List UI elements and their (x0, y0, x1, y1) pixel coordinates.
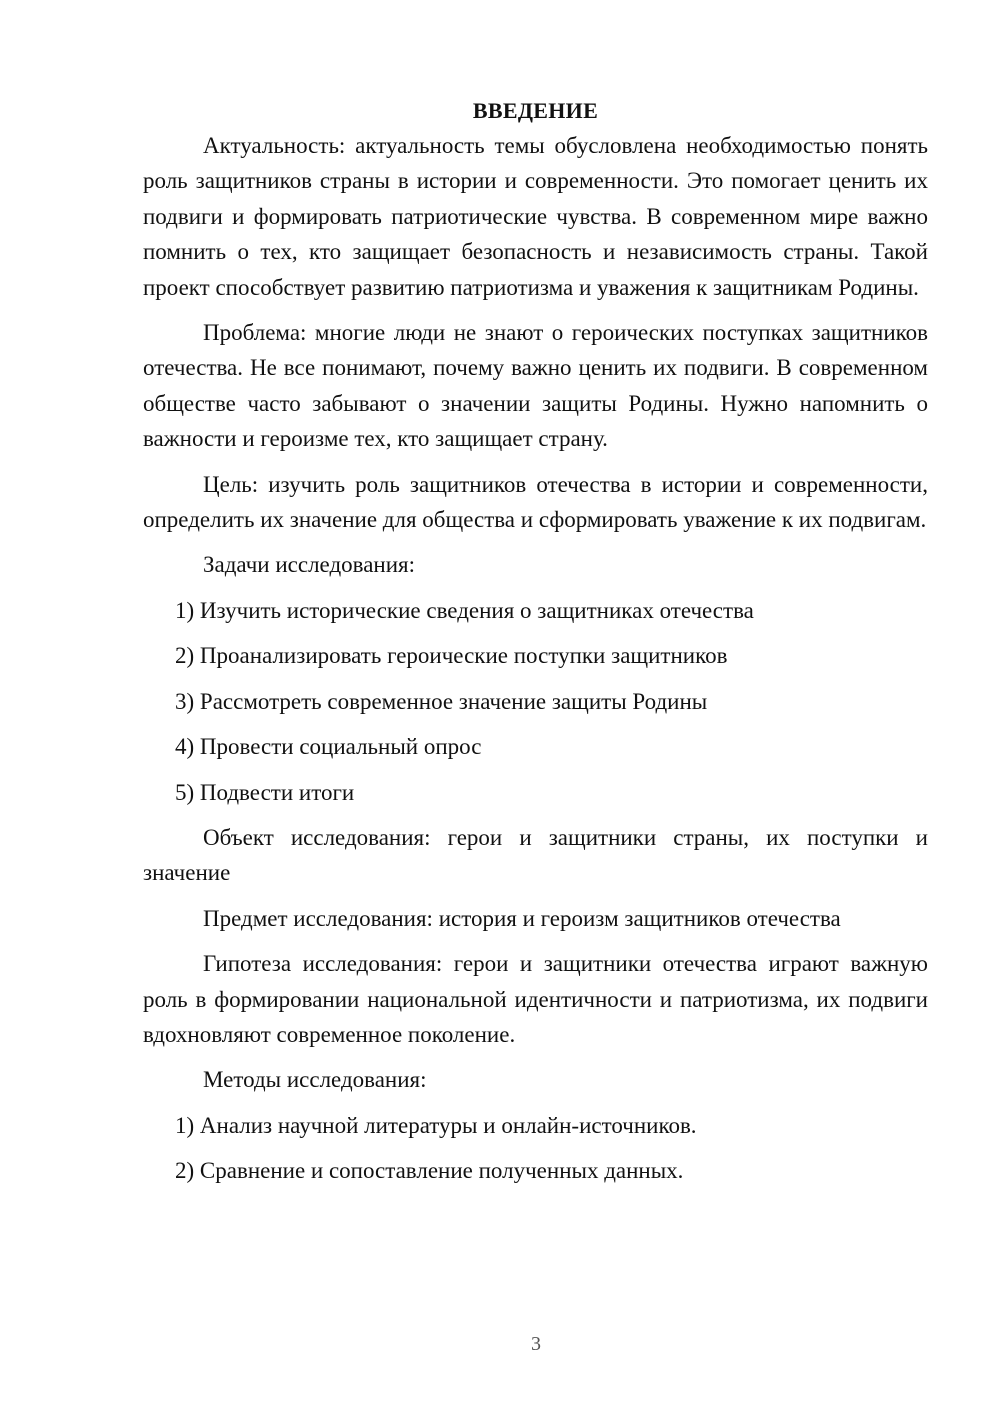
methods-heading: Методы исследования: (203, 1067, 427, 1093)
hypothesis-paragraph: Гипотеза исследования: герои и защитники отечества играют важную роль в формировании национальной идентичности и патриотизма, их подвиги вдохновляют современное поколение. (143, 951, 928, 1047)
tasks-list (143, 593, 928, 810)
subject-paragraph: Предмет исследования: история и героизм защитников отечества (203, 905, 841, 931)
page-content (143, 93, 928, 1189)
list-item: 5) Подвести итоги (175, 779, 355, 805)
problem-paragraph: Проблема: многие люди не знают о героических поступках защитников отечества. Не все понимают, почему важно ценить их подвиги. В современном обществе часто забывают о значении защиты Родины. Нужно напомнить о важности и героизме тех, кто защищает страну. (143, 320, 928, 452)
list-item: 4) Провести социальный опрос (175, 734, 482, 760)
page-title: ВВЕДЕНИЕ (472, 98, 599, 123)
list-item: 2) Сравнение и сопоставление полученных данных. (175, 1158, 684, 1184)
page-number: 3 (531, 1333, 541, 1355)
list-item: 3) Рассмотреть современное значение защиты Родины (175, 688, 708, 714)
goal-paragraph: Цель: изучить роль защитников отечества в истории и современности, определить их значение для общества и сформировать уважение к их подвигам. (143, 471, 928, 533)
list-item: 2) Проанализировать героические поступки защитников (175, 643, 728, 669)
object-paragraph: Объект исследования: герои и защитники страны, их поступки и значение (143, 824, 928, 886)
relevance-paragraph: Актуальность: актуальность темы обусловлена необходимостью понять роль защитников страны в истории и современности. Это помогает ценить их подвиги и формировать патриотические чувства. В современном мире важно помнить о тех, кто защищает безопасность и независимость страны. Такой проект способствует развитию патриотизма и уважения к защитникам Родины. (143, 133, 928, 300)
methods-list (143, 1108, 928, 1189)
list-item: 1) Изучить исторические сведения о защитниках отечества (175, 597, 754, 623)
tasks-heading: Задачи исследования: (203, 552, 416, 578)
list-item: 1) Анализ научной литературы и онлайн-источников. (175, 1112, 697, 1138)
